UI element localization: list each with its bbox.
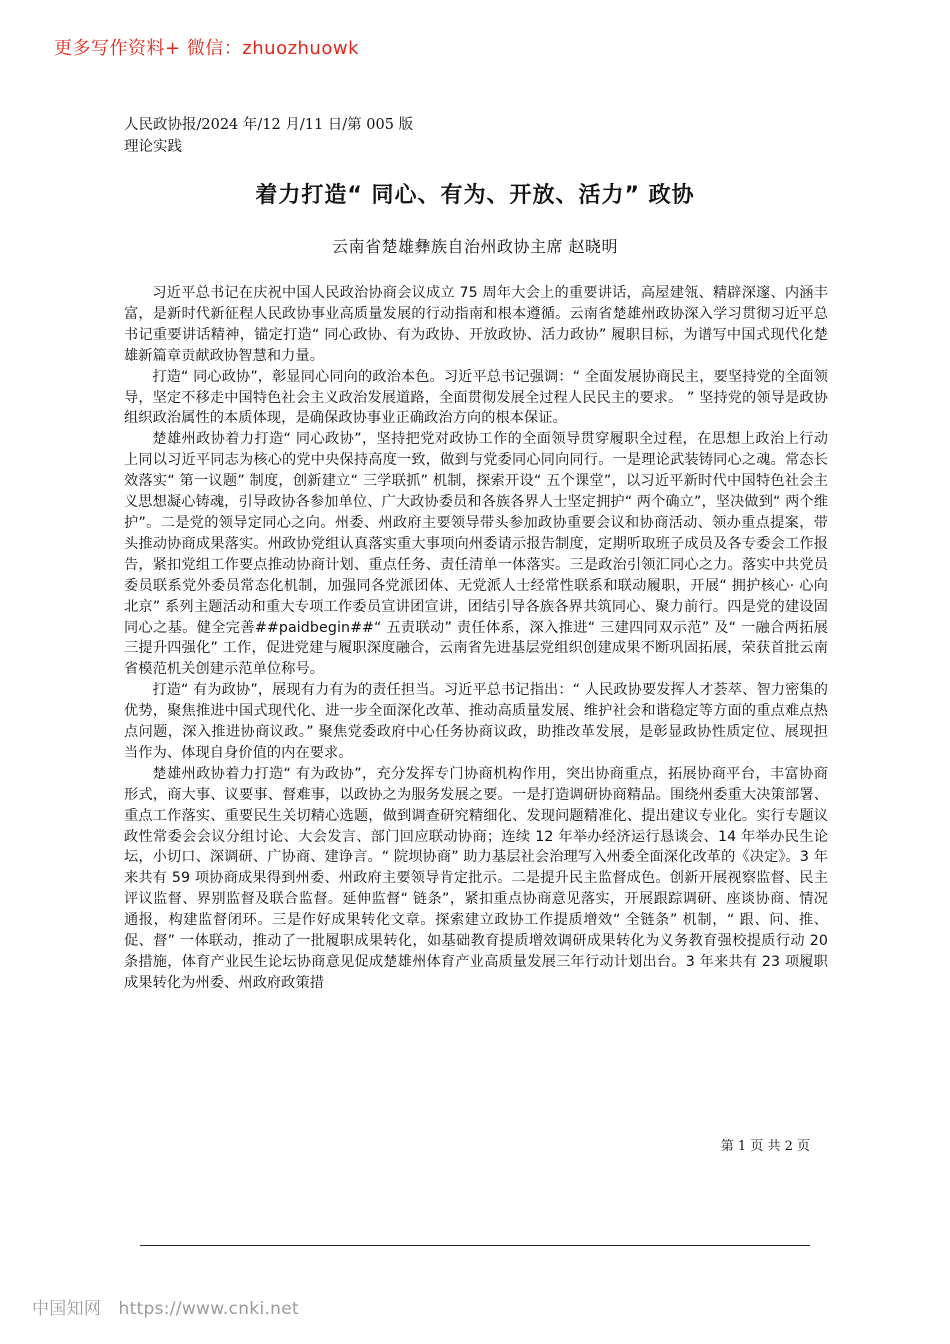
cnki-watermark: 中国知网 https://www.cnki.net (32, 1299, 299, 1319)
page-number: 第 1 页 共 2 页 (720, 1139, 810, 1154)
paragraph: 楚雄州政协着力打造“ 有为政协”，充分发挥专门协商机构作用，突出协商重点，拓展协商平台，丰富协商形式，商大事、议要事、督难事，以政协之为服务发展之要。一是打造调研协商精品。围绕州委重大决策部署、重点工作落实、重要民生关切精心选题，做到调查研究精细化、发现问题精准化、提出建议专业化。实行专题议政性常委会会议分组讨论、大会发言、部门回应联动协商；连续 12 年举办经济运行恳谈会、14 年举办民生论坛，小切口、深调研、广协商、建诤言。“ 院坝协商” 助力基层社会治理写入州委全面深化改革的《决定》。3 年来共有 59 项协商成果得到州委、州政府主要领导肯定批示。二是提升民主监督成色。创新开展视察监督、民主评议监督、界别监督及联合监督。延伸监督“ 链条”，紧扣重点协商意见落实，开展跟踪调研、座谈协商、情况通报，构建监督闭环。三是作好成果转化文章。探索建立政协工作提质增效“ 全链条” 机制，“ 跟、问、推、促、督” 一体联动，推动了一批履职成果转化，如基础教育提质增效调研成果转化为义务教育强校提质行动 20 条措施，体育产业民生论坛协商意见促成楚雄州体育产业高质量发展三年行动计划出台。3 年来共有 23 项履职成果转化为州委、州政府政策措 (124, 765, 828, 991)
promo-banner: 更多写作资料+ 微信：zhuozhuowk (54, 38, 360, 59)
article-title: 着力打造“ 同心、有为、开放、活力” 政协 (255, 183, 695, 208)
paragraph: 打造“ 同心政协”，彰显同心同向的政治本色。习近平总书记强调：“ 全面发展协商民主，要坚持党的全面领导，坚定不移走中国特色社会主义政治发展道路，全面贯彻发展全过程人民民主的要求。 ” 坚持党的领导是政协组织政治属性的本质体现，是确保政协事业正确政治方向的根本保证。 (124, 368, 828, 427)
footer-divider (140, 1245, 810, 1246)
article-author: 云南省楚雄彝族自治州政协主席 赵晓明 (331, 237, 619, 256)
paragraph: 习近平总书记在庆祝中国人民政治协商会议成立 75 周年大会上的重要讲话，高屋建瓴、精辟深邃、内涵丰富，是新时代新征程人民政协事业高质量发展的行动指南和根本遵循。云南省楚雄州政协深入学习贯彻习近平总书记重要讲话精神，锚定打造“ 同心政协、有为政协、开放政协、活力政协” 履职目标，为谱写中国式现代化楚雄新篇章贡献政协智慧和力量。 (124, 285, 828, 364)
article-body (124, 283, 828, 994)
source-line: 人民政协报/2024 年/12 月/11 日/第 005 版理论实践 (124, 117, 414, 155)
paragraph: 楚雄州政协着力打造“ 同心政协”，坚持把党对政协工作的全面领导贯穿履职全过程，在思想上政治上行动上同以习近平同志为核心的党中央保持高度一致，做到与党委同心同向同行。一是理论武装铸同心之魂。常态长效落实“ 第一议题” 制度，创新建立“ 三学联抓” 机制，探索开设“ 五个课堂”，以习近平新时代中国特色社会主义思想凝心铸魂，引导政协各参加单位、广大政协委员和各族各界人士坚定拥护“ 两个确立”，坚决做到“ 两个维护”。二是党的领导定同心之向。州委、州政府主要领导带头参加政协重要会议和协商活动、领办重点提案，带头推动协商成果落实。州政协党组认真落实重大事项向州委请示报告制度，定期听取班子成员及各专委会工作报告，紧扣党组工作要点推动协商计划、重点任务、责任清单一体落实。三是政治引领汇同心之力。落实中共党员委员联系党外委员常态化机制，加强同各党派团体、无党派人士经常性联系和联动履职，开展“ 拥护核心· 心向北京” 系列主题活动和重大专项工作委员宣讲团宣讲，团结引导各族各界共筑同心、聚力前行。四是党的建设固同心之基。健全完善##paidbegin##“ 五责联动” 责任体系，深入推进“ 三建四同双示范” 及“ 一融合两拓展三提升四强化” 工作，促进党建与履职深度融合，云南省先进基层党组织创建成果不断巩固拓展，荣获首批云南省模范机关创建示范单位称号。 (124, 431, 828, 678)
paragraph: 打造“ 有为政协”，展现有力有为的责任担当。习近平总书记指出：“ 人民政协要发挥人才荟萃、智力密集的优势，聚焦推进中国式现代化、进一步全面深化改革、推动高质量发展、维护社会和谐稳定等方面的重点难点热点问题，深入推进协商议政。” 聚焦党委政府中心任务协商议政，助推改革发展，是彰显政协性质定位、展现担当作为、体现自身价值的内在要求。 (124, 682, 828, 761)
